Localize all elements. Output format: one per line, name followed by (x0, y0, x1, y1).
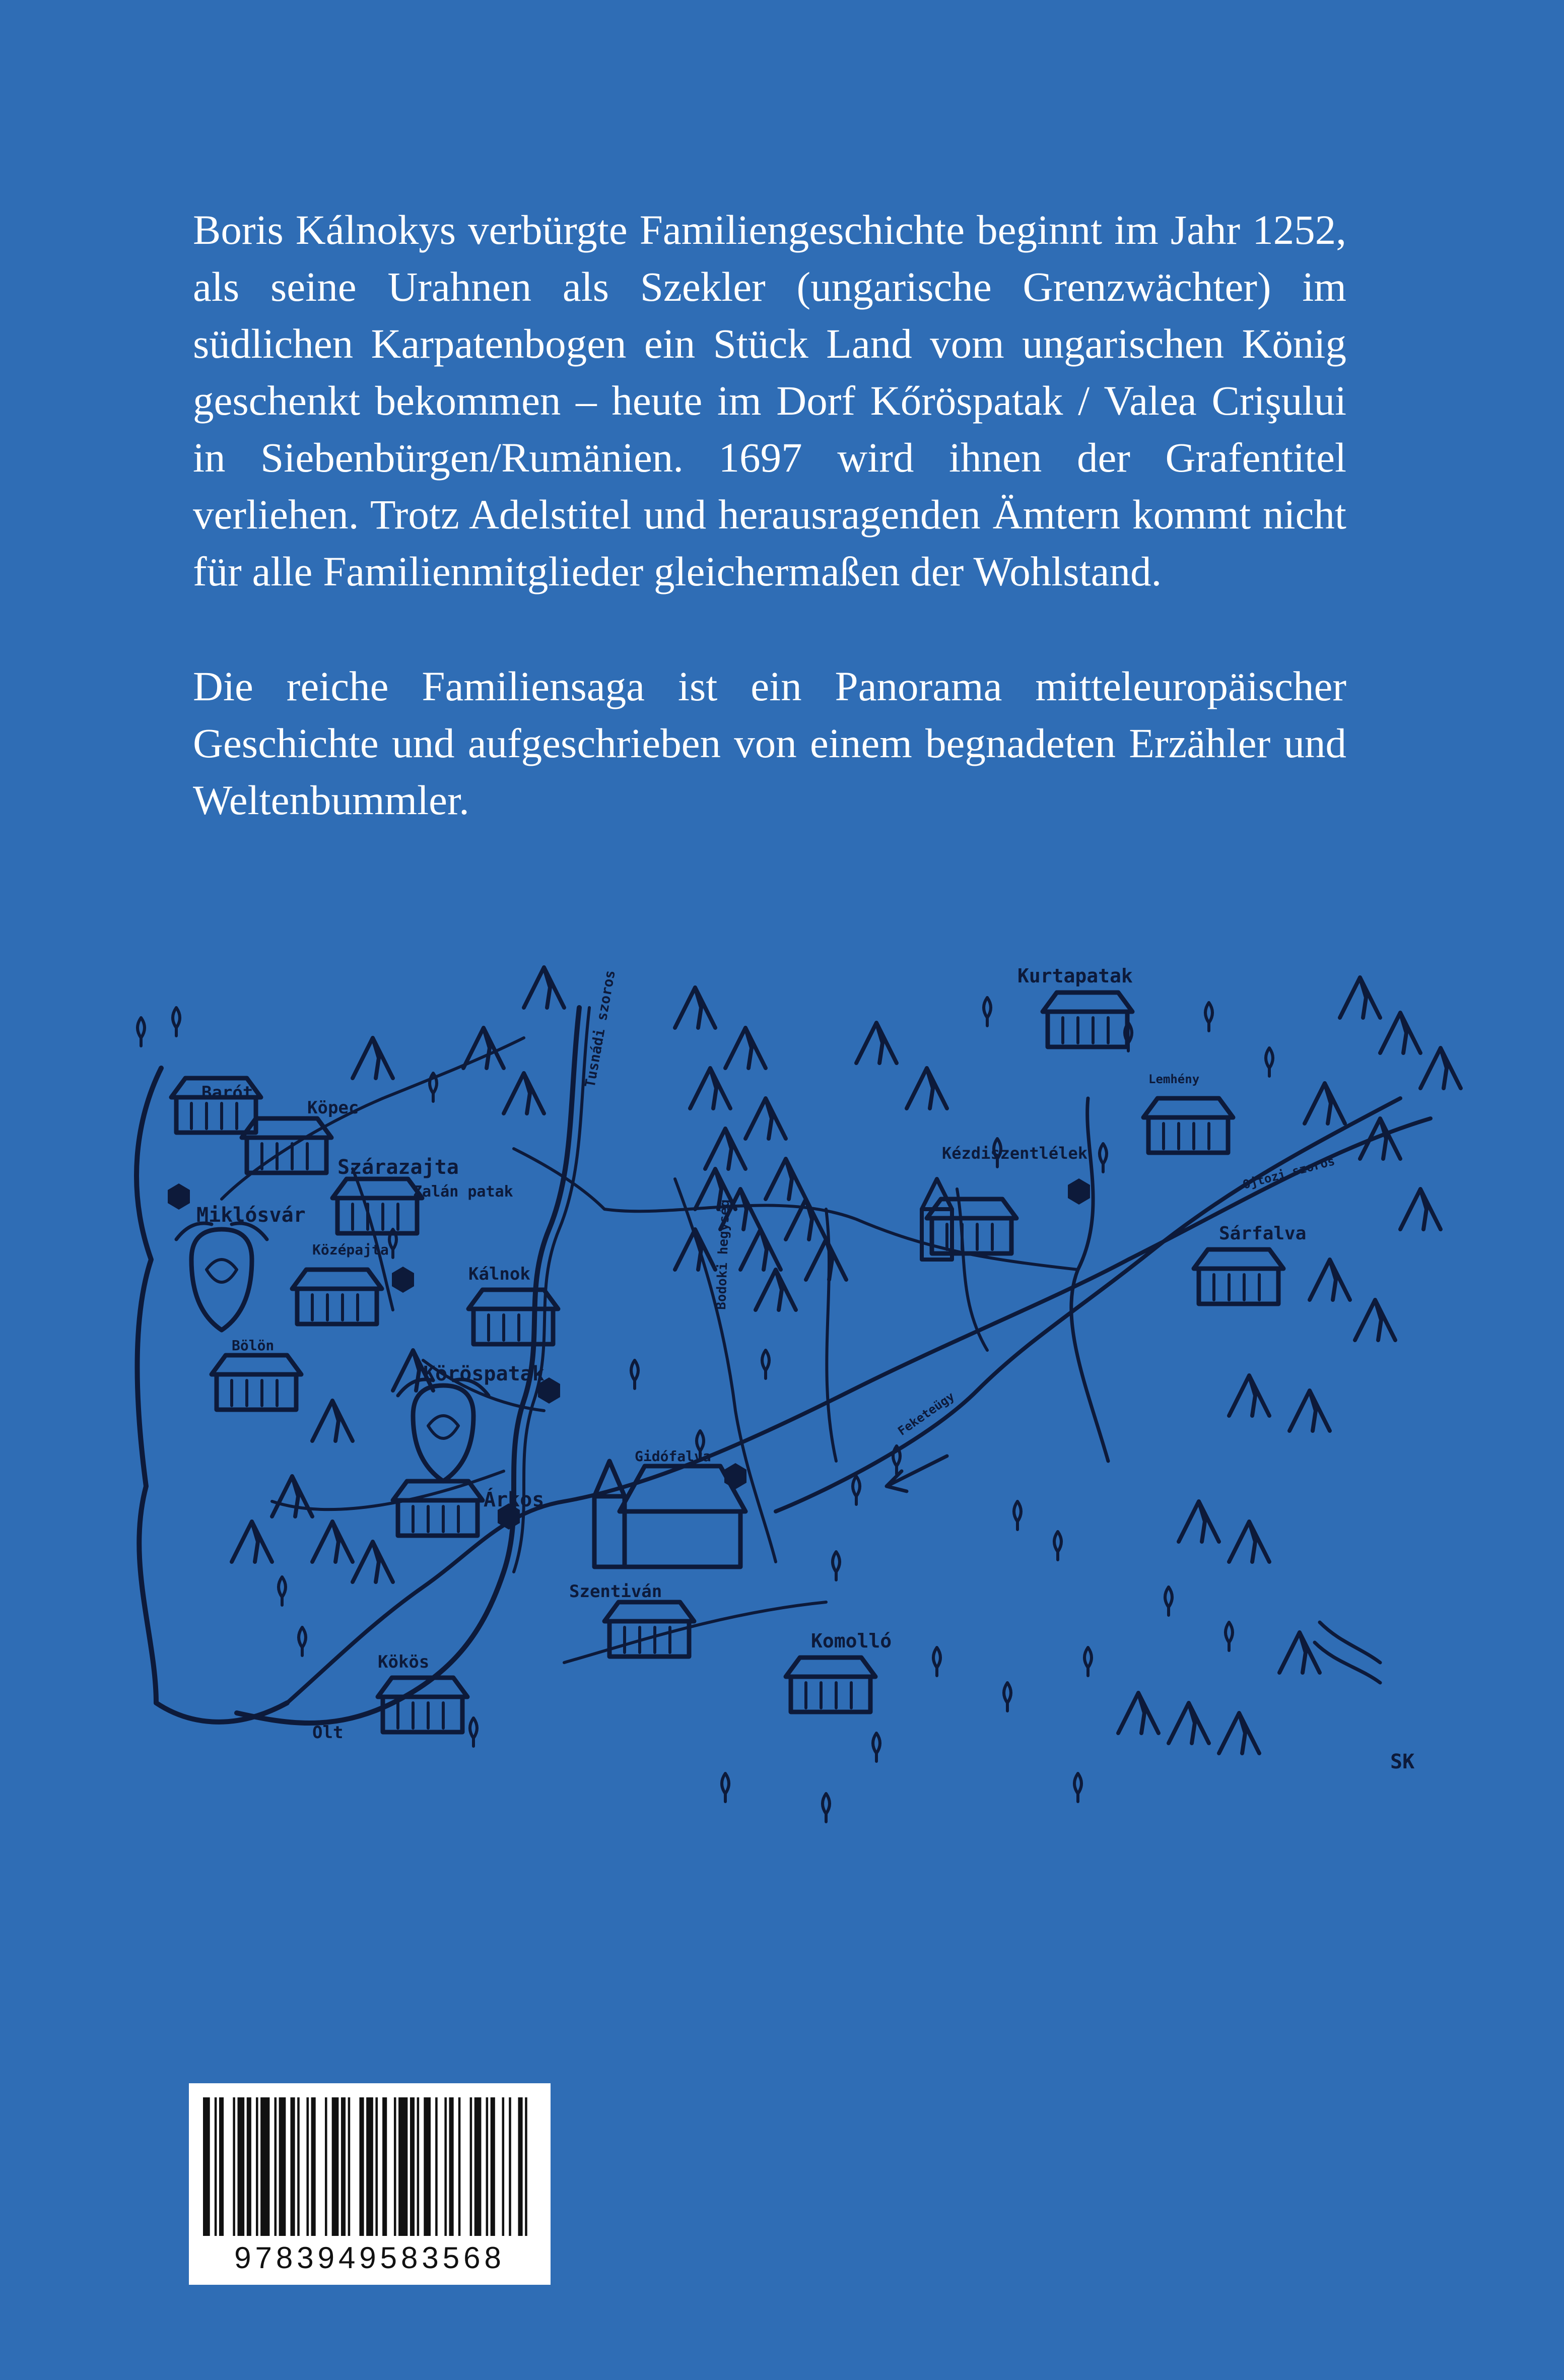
trees (138, 998, 1273, 1822)
marker-miklosvar (168, 1183, 190, 1210)
church-gidofalva (594, 1461, 745, 1567)
blurb-text (193, 202, 1346, 829)
label-ojtoz-szoros: Ojtozi szoros (1241, 1154, 1336, 1192)
label-bodoki-hegyseg: Bodoki hegység (714, 1199, 733, 1310)
barcode-bar (256, 2097, 258, 2236)
barcode-bar (444, 2097, 447, 2236)
barcode-bar (382, 2097, 387, 2236)
barcode-bar (470, 2097, 472, 2236)
label-kalnok: Kálnok (468, 1264, 530, 1284)
map-border-east (287, 1118, 1431, 1703)
barcode-bar (233, 2097, 235, 2236)
label-feketeugy: Feketeügy (895, 1389, 957, 1438)
barcode-bar (398, 2097, 407, 2236)
barcode-bar (525, 2097, 527, 2236)
label-miklosvar: Miklósvár (196, 1204, 306, 1227)
barcode-bar (502, 2097, 505, 2236)
house-lemheny (1143, 1098, 1233, 1153)
house-bolon (212, 1355, 301, 1410)
label-kozepajta: Középajta (312, 1241, 389, 1258)
barcode-bar (215, 2097, 217, 2236)
isbn-number: 9783949583568 (234, 2241, 505, 2275)
barcode-bar (474, 2097, 482, 2236)
blurb-paragraph-1: Boris Kálnokys verbürgte Familiengeschichte beginnt im Jahr 1252, als seine Urahnen als Szekler (ungarische Grenzwächter) im südlichen Karpatenbogen ein Stück Land vom ungarischen König geschenkt bekommen – heute im Dorf Kőröspatak / Valea Crişului in Siebenbürgen/Rumänien. 1697 wird ihnen der Grafentitel verliehen. Trotz Adelstitel und herausragenden Ämtern kommt nicht für alle Familienmitglieder gleichermaßen der Wohlstand. (193, 207, 1346, 594)
label-tusnad-szoros: Tusnádi szoros (581, 969, 619, 1089)
label-gidofalva: Gidófalva (635, 1448, 711, 1465)
label-olt: Olt (312, 1723, 344, 1743)
barcode-bar (417, 2097, 420, 2236)
house-kozepajta (292, 1270, 382, 1324)
barcode-bar (341, 2097, 346, 2236)
label-arkos: Árkos (484, 1488, 545, 1511)
barcode-bar (375, 2097, 378, 2236)
house-kurtapatak (1043, 993, 1132, 1047)
label-kokos: Kökös (378, 1652, 430, 1672)
label-kurtapatak: Kurtapatak (1017, 965, 1133, 987)
barcode-bar (394, 2097, 396, 2236)
mountains-bodok (353, 967, 947, 1310)
label-barot: Barót (201, 1083, 253, 1103)
label-zalanpatak: Zalán patak (413, 1183, 513, 1201)
barcode-bar (458, 2097, 461, 2236)
coat-of-arms-korospatak (398, 1379, 489, 1481)
marker-gidofalva (724, 1463, 746, 1489)
barcode-bar (203, 2097, 210, 2236)
barcode-bar (449, 2097, 454, 2236)
barcode-bar (325, 2097, 327, 2236)
barcode-bar (219, 2097, 224, 2236)
label-bolon: Bölön (232, 1337, 275, 1354)
label-szentivan: Szentiván (569, 1581, 662, 1602)
label-korospatak: Köröspatak (423, 1362, 545, 1385)
mountains-east (1118, 977, 1461, 1753)
label-kezdiszentlelek: Kézdiszentlélek (942, 1144, 1087, 1163)
barcode-bar (247, 2097, 251, 2236)
barcode-bar (237, 2097, 244, 2236)
label-szarazajta: Szárazajta (337, 1156, 459, 1179)
label-komollo: Komolló (811, 1630, 892, 1652)
barcode-bar (297, 2097, 300, 2236)
barcode-bar (275, 2097, 277, 2236)
house-szarazajta (332, 1179, 422, 1233)
barcode-bar (410, 2097, 415, 2236)
barcode-bar (260, 2097, 269, 2236)
house-komollo (786, 1658, 875, 1712)
barcode-bar (435, 2097, 438, 2236)
barcode-bar (359, 2097, 364, 2236)
blurb-paragraph-2: Die reiche Familiensaga ist ein Panorama mitteleuropäischer Geschichte und aufgeschrieben von einem begnadeten Erzähler und Weltenbummler. (193, 663, 1346, 823)
map-border (137, 1068, 287, 1722)
barcode-bar (311, 2097, 316, 2236)
coat-of-arms-miklosvar (176, 1223, 267, 1330)
hand-drawn-map (71, 907, 1501, 1844)
barcode-bars (203, 2097, 536, 2238)
barcode-bar (290, 2097, 295, 2236)
barcode-bar (518, 2097, 522, 2236)
label-kopec: Köpec (307, 1098, 359, 1118)
barcode-bar (332, 2097, 339, 2236)
label-sarfalva: Sárfalva (1219, 1223, 1307, 1244)
house-sarfalva (1194, 1249, 1283, 1304)
barcode-bar (306, 2097, 309, 2236)
house-arkos (393, 1481, 483, 1536)
barcode-bar (486, 2097, 489, 2236)
barcode-bar (366, 2097, 373, 2236)
barcode-bar (279, 2097, 286, 2236)
isbn-barcode (189, 2083, 551, 2285)
barcode-bar (348, 2097, 351, 2236)
marker-kozepajta (392, 1267, 414, 1293)
label-lemheny: Lemhény (1148, 1072, 1200, 1086)
barcode-bar (491, 2097, 495, 2236)
marker-kezdiszentlelek (1068, 1178, 1090, 1205)
barcode-bar (424, 2097, 431, 2236)
label-monogram: SK (1390, 1750, 1415, 1773)
barcode-bar (509, 2097, 511, 2236)
